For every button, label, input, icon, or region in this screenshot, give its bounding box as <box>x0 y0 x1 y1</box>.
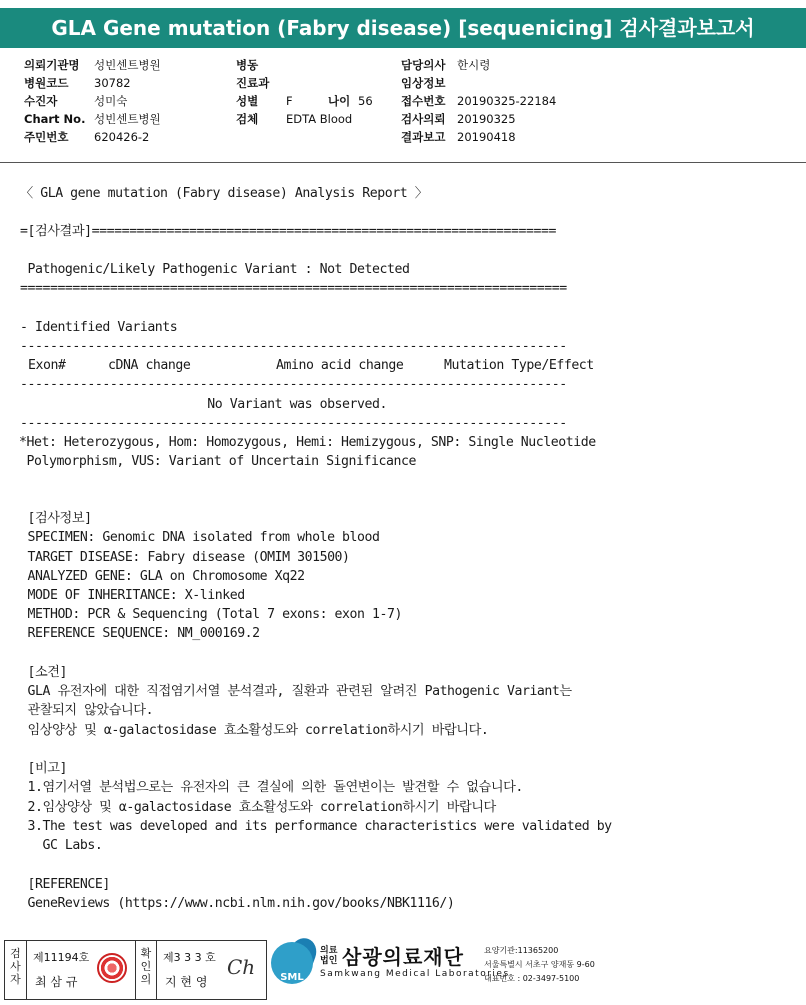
header-col3 <box>401 56 556 146</box>
abbrev-note-2: Polymorphism, VUS: Variant of Uncertain Significance <box>19 454 416 469</box>
header-divider <box>0 162 806 163</box>
test-info-heading: [검사정보] <box>20 511 92 526</box>
resident-no-label: 주민번호 <box>24 130 69 144</box>
report-date-label: 결과보고 <box>401 130 446 144</box>
chart-no-label: Chart No. <box>24 112 86 126</box>
reference-link[interactable]: GeneReviews (https://www.ncbi.nlm.nih.gov/books/NBK1116/) <box>20 896 455 911</box>
sex-value: F <box>286 94 293 108</box>
target-disease-line: TARGET DISEASE: Fabry disease (OMIM 301500) <box>20 550 350 565</box>
hospital-code-label: 병원코드 <box>24 76 69 90</box>
examiner-license: 제11194호 <box>33 951 90 964</box>
examiner-name: 최 삼 규 <box>35 975 78 989</box>
sml-logo-icon: SML <box>271 942 313 984</box>
confirmer-license: 제3 3 3 호 <box>163 951 216 964</box>
remark-2: 2.임상양상 및 α-galactosidase 효소활성도와 correlation하시기 바랍니다 <box>20 800 496 815</box>
table-rule-bottom: ------------------------------------------------------------------------- <box>20 416 567 431</box>
inheritance-line: MODE OF INHERITANCE: X-linked <box>20 588 245 603</box>
age-label: 나이 <box>328 94 351 108</box>
confirmer-name: 지 현 영 <box>165 975 208 989</box>
remark-3: 3.The test was developed and its performance characteristics were validated by <box>20 819 612 834</box>
request-date-label: 검사의뢰 <box>401 112 446 126</box>
doctor-label: 담당의사 <box>401 58 446 72</box>
opinion-heading: [소견] <box>20 665 68 680</box>
clinical-info-label: 임상정보 <box>401 76 446 90</box>
org-phone: 대표번호 : 02-3497-5100 <box>484 974 580 983</box>
confirmer-label: 확인의 <box>135 941 157 999</box>
ward-label: 병동 <box>236 58 259 72</box>
table-rule-mid: ------------------------------------------------------------------------- <box>20 377 567 392</box>
result-section-rule: =[검사결과]============================================================== <box>20 224 556 239</box>
receipt-no-label: 접수번호 <box>401 94 446 108</box>
examiner-seal <box>97 953 127 983</box>
chart-no-value: 성빈센트병원 <box>94 112 161 126</box>
col-cdna: cDNA change <box>108 358 191 373</box>
doctor-value: 한시령 <box>457 58 491 72</box>
opinion-line-2: 관찰되지 않았습니다. <box>20 703 154 718</box>
org-code: 요양기관:11365200 <box>484 946 559 955</box>
confirmer-signature: Ch <box>227 955 256 979</box>
org-prefix: 의료 법인 <box>320 946 338 966</box>
specimen-value: EDTA Blood <box>286 112 353 126</box>
opinion-line-1: GLA 유전자에 대한 직접염기서열 분석결과, 질환과 관련된 알려진 Pathogenic Variant는 <box>20 684 572 699</box>
hospital-label: 의뢰기관명 <box>24 58 80 72</box>
result-rule: ========================================================================= <box>20 281 567 296</box>
report-title: GLA Gene mutation (Fabry disease) [sequenicing] 검사결과보고서 <box>0 8 806 48</box>
sex-label: 성별 <box>236 94 259 108</box>
org-english-name: Samkwang Medical Laboratories <box>320 969 510 979</box>
remarks-heading: [비고] <box>20 761 68 776</box>
footer <box>0 938 806 1005</box>
analyzed-gene-line: ANALYZED GENE: GLA on Chromosome Xq22 <box>20 569 305 584</box>
hospital-value: 성빈센트병원 <box>94 58 161 72</box>
specimen-line: SPECIMEN: Genomic DNA isolated from whole blood <box>20 530 380 545</box>
org-address: 서울특별시 서초구 양재동 9-60 <box>484 960 595 969</box>
resident-no-value: 620426-2 <box>94 130 150 144</box>
department-label: 진료과 <box>236 76 270 90</box>
header-col2 <box>236 56 373 128</box>
col-mutation-type: Mutation Type/Effect <box>444 358 594 373</box>
result-summary: Pathogenic/Likely Pathogenic Variant : Not Detected <box>20 262 410 277</box>
signature-box <box>4 940 267 1000</box>
examiner-label: 검사자 <box>5 941 27 999</box>
report-date-value: 20190418 <box>457 130 516 144</box>
patient-value: 성미숙 <box>94 94 128 108</box>
reference-heading: [REFERENCE] <box>20 877 110 892</box>
header-col1 <box>24 56 161 146</box>
org-name: 삼광의료재단 <box>342 945 464 969</box>
method-line: METHOD: PCR & Sequencing (Total 7 exons: exon 1-7) <box>20 607 402 622</box>
request-date-value: 20190325 <box>457 112 516 126</box>
no-variant-text: No Variant was observed. <box>20 397 387 412</box>
specimen-label: 검체 <box>236 112 259 126</box>
col-exon: Exon# <box>28 358 66 373</box>
remark-1: 1.염기서열 분석법으로는 유전자의 큰 결실에 의한 돌연변이는 발견할 수 없습니다. <box>20 780 523 795</box>
reference-seq-line: REFERENCE SEQUENCE: NM_000169.2 <box>20 626 260 641</box>
age-value: 56 <box>358 94 373 108</box>
hospital-code-value: 30782 <box>94 76 131 90</box>
remark-3-cont: GC Labs. <box>20 838 103 853</box>
receipt-no-value: 20190325-22184 <box>457 94 557 108</box>
opinion-line-3: 임상양상 및 α-galactosidase 효소활성도와 correlation하시기 바랍니다. <box>20 723 489 738</box>
report-heading: 〈 GLA gene mutation (Fabry disease) Analysis Report 〉 <box>20 186 428 201</box>
col-amino-acid: Amino acid change <box>276 358 404 373</box>
table-rule-top: ------------------------------------------------------------------------- <box>20 339 567 354</box>
abbrev-note-1: *Het: Heterozygous, Hom: Homozygous, Hemi: Hemizygous, SNP: Single Nucleotide <box>19 435 596 450</box>
variants-heading: - Identified Variants <box>20 320 178 335</box>
patient-label: 수진자 <box>24 94 58 108</box>
